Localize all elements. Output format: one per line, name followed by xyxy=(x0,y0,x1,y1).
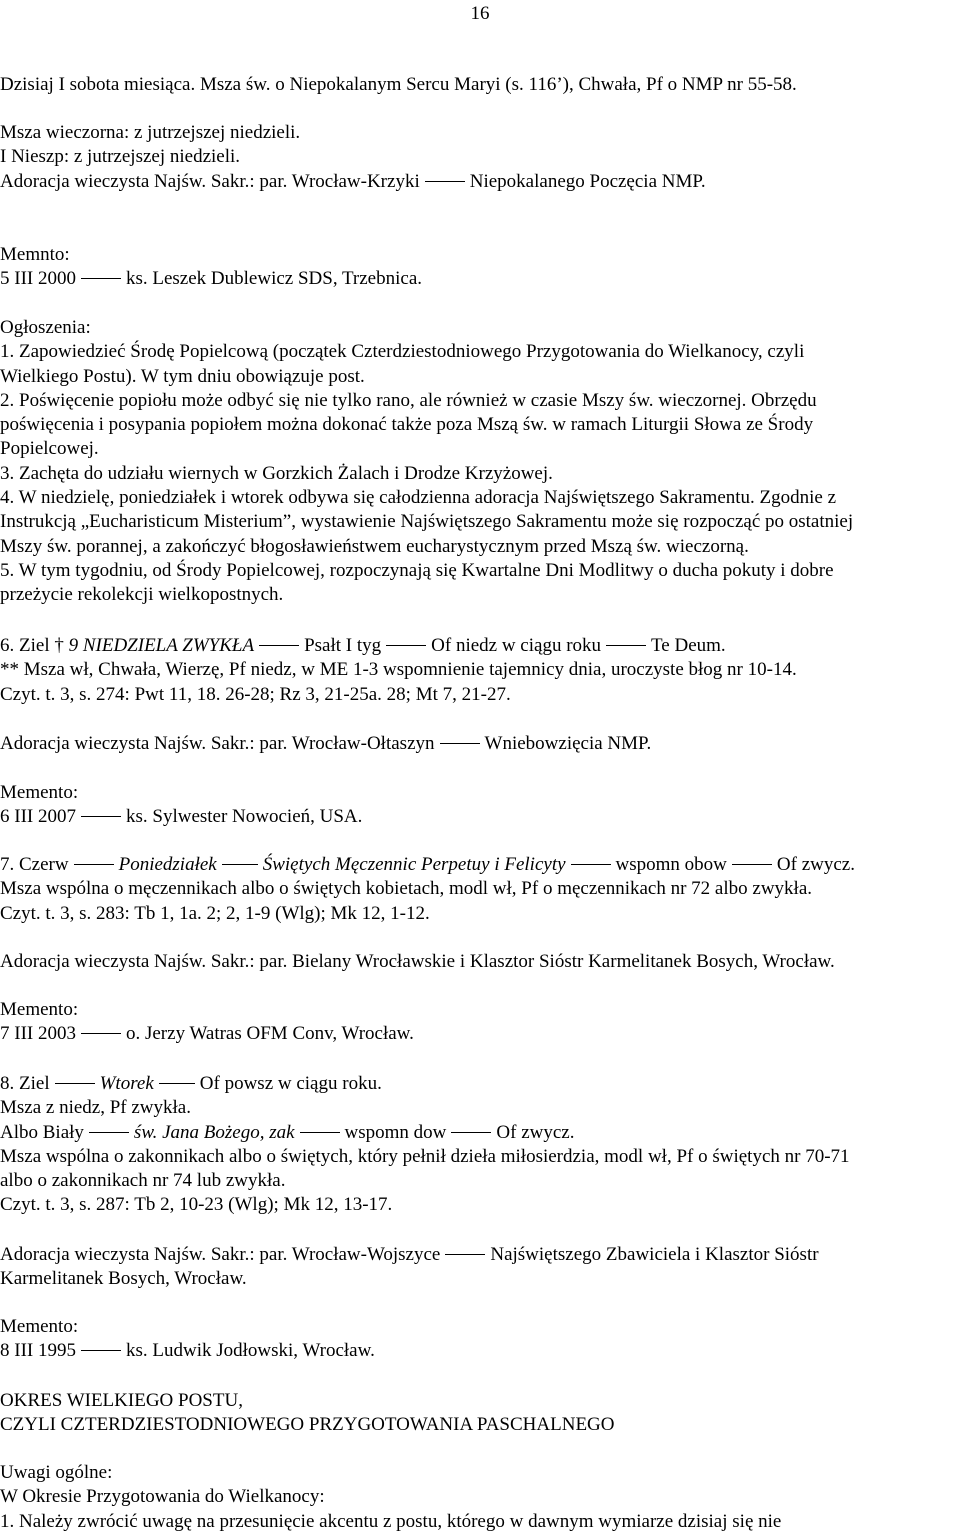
memento-name: o. Jerzy Watras OFM Conv, Wrocław. xyxy=(125,1023,414,1045)
text-line xyxy=(0,732,955,756)
memento-name: ks. Sylwester Nowocień, USA. xyxy=(125,806,363,828)
text-line: przeżycie rekolekcji wielkopostnych. xyxy=(0,584,284,606)
em-dash xyxy=(89,1132,129,1133)
text-line: Msza wspólna o zakonnikach albo o świętych, który pełnił dzieła miłosierdzia, modl wł, Pf o świętych nr 70-71 xyxy=(0,1145,850,1167)
text-span: 8. Ziel xyxy=(0,1073,50,1094)
text-span: Najświętszego Zbawiciela i Klasztor Sióstr xyxy=(490,1244,819,1265)
heading-line: CZYLI CZTERDZIESTODNIOWEGO PRZYGOTOWANIA PASCHALNEGO xyxy=(0,1414,615,1436)
text-span: Of powsz w ciągu roku. xyxy=(199,1073,382,1094)
em-dash xyxy=(159,1083,195,1084)
text-span: 7. Czerw xyxy=(0,854,69,875)
text-line: 1. Należy zwrócić uwagę na przesunięcie akcentu z postu, którego w dawnym wymiarze dzisiaj się nie xyxy=(0,1510,782,1532)
em-dash xyxy=(81,278,121,279)
text-span: wspomn dow xyxy=(344,1121,447,1143)
em-dash xyxy=(606,645,646,646)
em-dash xyxy=(259,645,299,646)
memento-name: ks. Leszek Dublewicz SDS, Trzebnica. xyxy=(125,268,423,290)
weekday-name: Wtorek xyxy=(99,1073,154,1094)
memento-block-2 xyxy=(0,781,955,830)
memento-block-4 xyxy=(0,1315,955,1364)
text-line: 4. W niedzielę, poniedziałek i wtorek odbywa się całodzienna adoracja Najświętszego Sakramentu. Zgodnie z xyxy=(0,487,837,509)
em-dash xyxy=(81,816,121,817)
text-line: I Nieszp: z jutrzejszej niedzieli. xyxy=(0,146,241,168)
text-line: Karmelitanek Bosych, Wrocław. xyxy=(0,1268,247,1290)
paragraph-evening-mass xyxy=(0,121,955,170)
text-span: Albo Biały xyxy=(0,1121,84,1143)
text-line xyxy=(0,805,955,829)
feast-name: św. Jana Bożego, zak xyxy=(133,1121,295,1143)
memento-block-3 xyxy=(0,998,955,1047)
memento-date: 5 III 2000 xyxy=(0,268,76,290)
em-dash xyxy=(440,743,480,744)
em-dash xyxy=(571,864,611,865)
day-entry-tuesday xyxy=(0,1072,955,1218)
text-span: Niepokalanego Poczęcia NMP. xyxy=(469,171,706,192)
text-span: Of zwycz. xyxy=(496,1121,575,1143)
text-line xyxy=(0,170,955,194)
text-span: Te Deum. xyxy=(651,635,726,656)
announcements-block xyxy=(0,316,955,608)
paragraph-adoration-krzyki xyxy=(0,170,955,194)
text-line: 3. Zachęta do udziału wiernych w Gorzkich Żalach i Drodze Krzyżowej. xyxy=(0,462,553,484)
text-line: W Okresie Przygotowania do Wielkanocy: xyxy=(0,1486,325,1508)
text-span: Adoracja wieczysta Najśw. Sakr.: par. Wrocław-Wojszyce xyxy=(0,1244,441,1265)
em-dash xyxy=(81,1033,121,1034)
text-line: ** Msza wł, Chwała, Wierzę, Pf niedz, w ME 1-3 wspomnienie tajemnicy dnia, uroczyste błog nr 10-14. xyxy=(0,659,797,681)
em-dash xyxy=(55,1083,95,1084)
text-span: Wniebowzięcia NMP. xyxy=(484,733,652,754)
memento-label: Memnto: xyxy=(0,244,70,265)
text-line: Wielkiego Postu). W tym dniu obowiązuje post. xyxy=(0,365,365,387)
heading-line: OKRES WIELKIEGO POSTU, xyxy=(0,1390,243,1411)
general-remarks-block xyxy=(0,1461,955,1534)
text-line: Adoracja wieczysta Najśw. Sakr.: par. Bielany Wrocławskie i Klasztor Sióstr Karmelitanek Bosych, Wrocław. xyxy=(0,951,835,972)
memento-date: 6 III 2007 xyxy=(0,806,76,828)
text-line: Popielcowej. xyxy=(0,438,99,460)
text-line: Czyt. t. 3, s. 283: Tb 1, 1a. 2; 2, 1-9 (Wlg); Mk 12, 1-12. xyxy=(0,902,430,924)
em-dash xyxy=(386,645,426,646)
day-entry-sunday xyxy=(0,634,955,707)
announcements-label: Ogłoszenia: xyxy=(0,317,91,338)
text-span: wspomn obow xyxy=(615,854,727,875)
text-line: Msza z niedz, Pf zwykła. xyxy=(0,1097,191,1119)
text-line: Mszy św. porannej, a zakończyć błogosławieństwem eucharystycznym przed Mszą św. wieczorną. xyxy=(0,535,749,557)
text-line xyxy=(0,1121,955,1145)
memento-label: Memento: xyxy=(0,1316,79,1337)
text-span: Adoracja wieczysta Najśw. Sakr.: par. Wrocław-Ołtaszyn xyxy=(0,733,435,754)
text-span: Adoracja wieczysta Najśw. Sakr.: par. Wrocław-Krzyki xyxy=(0,171,420,192)
text-span: 6. Ziel † xyxy=(0,635,64,656)
text-line: 5. W tym tygodniu, od Środy Popielcowej, rozpoczynają się Kwartalne Dni Modlitwy o ducha pokuty i dobre xyxy=(0,559,834,581)
text-line: Msza wieczorna: z jutrzejszej niedzieli. xyxy=(0,122,301,143)
text-line: albo o zakonnikach nr 74 lub zwykła. xyxy=(0,1170,286,1192)
em-dash xyxy=(445,1254,485,1255)
text-line xyxy=(0,1072,955,1096)
text-line xyxy=(0,634,955,658)
remarks-label: Uwagi ogólne: xyxy=(0,1462,113,1483)
feast-name: 9 NIEDZIELA ZWYKŁA xyxy=(68,635,255,656)
paragraph-adoration-wojszyce xyxy=(0,1243,955,1292)
text-line xyxy=(0,1243,955,1267)
weekday-name: Poniedziałek xyxy=(118,854,217,875)
em-dash xyxy=(81,1350,121,1351)
text-line: 1. Zapowiedzieć Środę Popielcową (początek Czterdziestodniowego Przygotowania do Wielkanocy, czyli xyxy=(0,341,805,363)
text-line xyxy=(0,1022,955,1046)
paragraph-first-saturday xyxy=(0,73,955,97)
em-dash xyxy=(222,864,258,865)
em-dash xyxy=(300,1132,340,1133)
text-line xyxy=(0,267,955,291)
section-heading-lent xyxy=(0,1389,955,1438)
paragraph-adoration-bielany xyxy=(0,950,955,974)
text-line: Msza wspólna o męczennikach albo o świętych kobietach, modl wł, Pf o męczennikach nr 72 albo zwykła. xyxy=(0,878,813,900)
memento-label: Memento: xyxy=(0,999,79,1020)
text-span: Of niedz w ciągu roku xyxy=(431,635,602,656)
paragraph-adoration-oltaszyn xyxy=(0,732,955,756)
text-line: Instrukcją „Eucharisticum Misterium”, wystawienie Najświętszego Sakramentu może się rozpocząć po ostatniej xyxy=(0,511,854,533)
text-line: Dzisiaj I sobota miesiąca. Msza św. o Niepokalanym Sercu Maryi (s. 116’), Chwała, Pf o NMP nr 55-58. xyxy=(0,74,797,95)
text-line xyxy=(0,1339,955,1363)
memento-label: Mementо: xyxy=(0,782,79,803)
page-number: 16 xyxy=(470,3,490,24)
em-dash xyxy=(732,864,772,865)
memento-block-1 xyxy=(0,243,955,292)
day-entry-monday xyxy=(0,853,955,926)
text-line: poświęcenia i posypania popiołem można dokonać także poza Mszą św. w ramach Liturgii Słowa ze Środy xyxy=(0,414,814,436)
text-line xyxy=(0,853,955,877)
memento-name: ks. Ludwik Jodłowski, Wrocław. xyxy=(125,1340,375,1362)
memento-date: 8 III 1995 xyxy=(0,1340,76,1362)
text-span: Psałt I tyg xyxy=(304,635,382,656)
em-dash xyxy=(451,1132,491,1133)
em-dash xyxy=(74,864,114,865)
text-line: 2. Poświęcenie popiołu może odbyć się nie tylko rano, ale również w czasie Mszy św. wieczornej. Obrzędu xyxy=(0,389,817,411)
em-dash xyxy=(425,181,465,182)
text-span: Of zwycz. xyxy=(776,854,855,875)
text-line: Czyt. t. 3, s. 274: Pwt 11, 18. 26-28; Rz 3, 21-25a. 28; Mt 7, 21-27. xyxy=(0,683,511,705)
memento-date: 7 III 2003 xyxy=(0,1023,76,1045)
feast-name: Świętych Męczennic Perpetuy i Felicyty xyxy=(262,854,566,875)
text-line: Czyt. t. 3, s. 287: Tb 2, 10-23 (Wlg); Mk 12, 13-17. xyxy=(0,1194,393,1216)
